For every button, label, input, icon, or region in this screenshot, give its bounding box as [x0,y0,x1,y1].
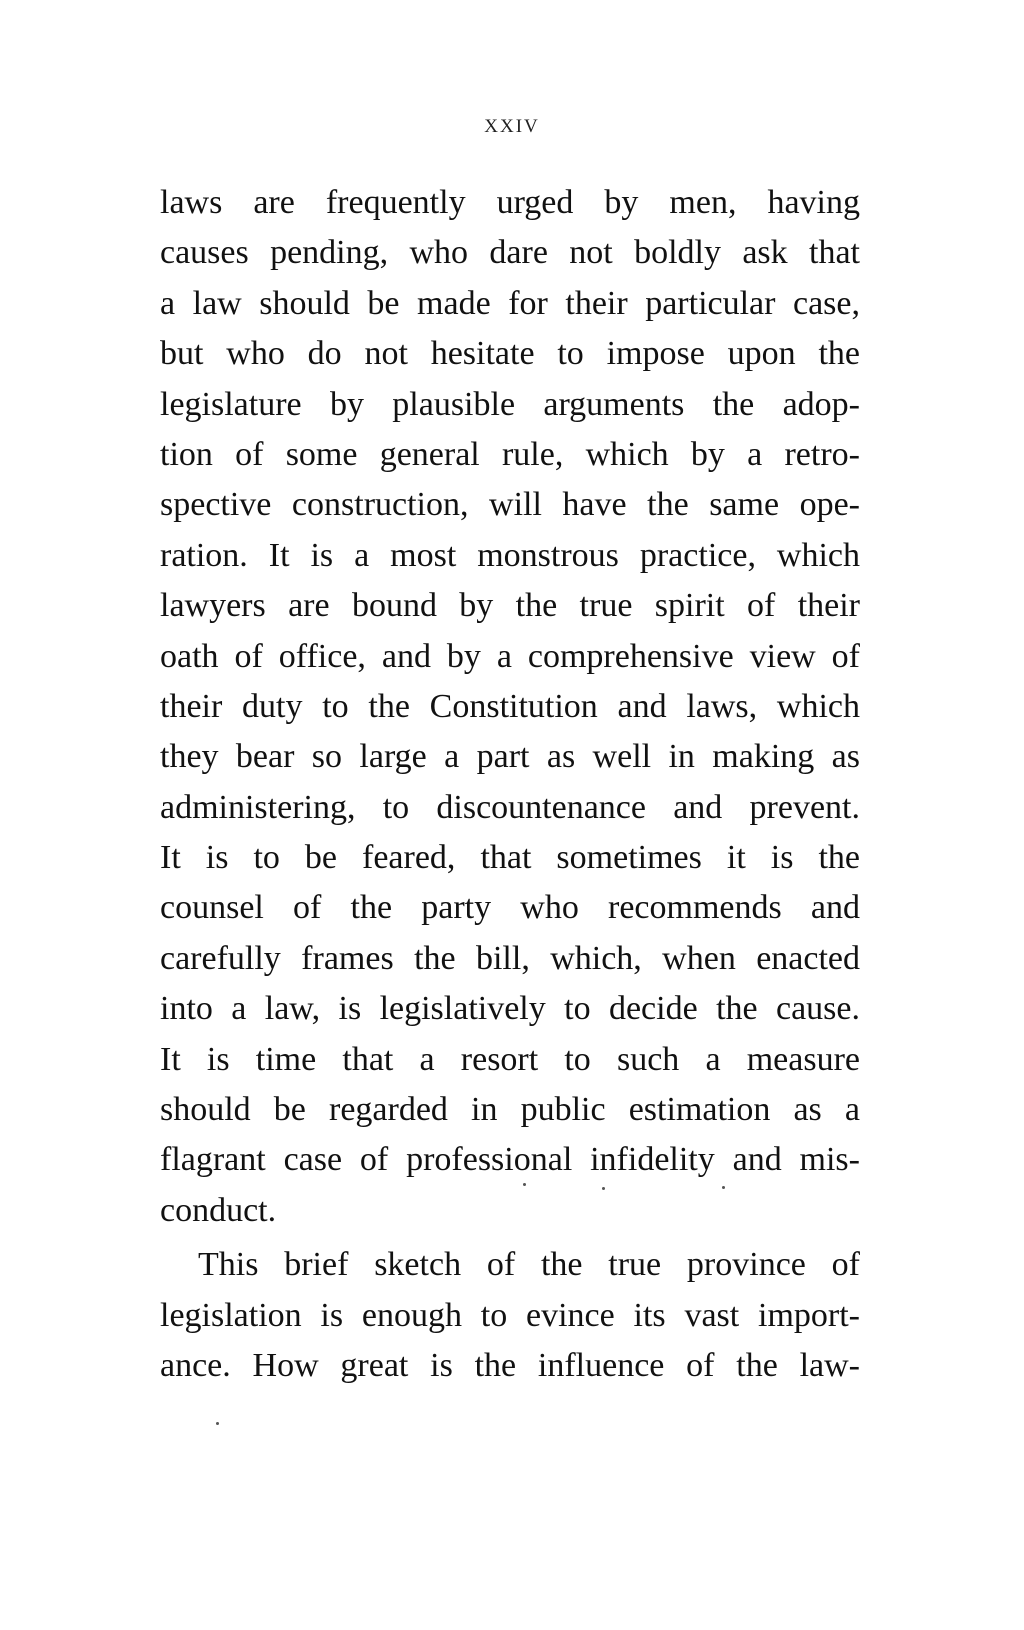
print-speck [523,1183,526,1186]
text-line: but who do not hesitate to impose upon the [160,335,860,373]
text-line: counsel of the party who recommends and [160,889,860,927]
text-line: their duty to the Constitution and laws, which [160,687,860,725]
text-line: administering, to discountenance and prevent. [160,788,860,826]
text-line: ration. It is a most monstrous practice, which [160,536,860,574]
text-line: legislation is enough to evince its vast import- [160,1296,860,1334]
text-line: legislature by plausible arguments the adop- [160,385,860,423]
text-line: should be regarded in public estimation as a [160,1091,860,1129]
text-line: spective construction, will have the same ope- [160,486,860,524]
text-line: It is to be feared, that sometimes it is the [160,839,860,877]
text-line: they bear so large a part as well in making as [160,738,860,776]
print-speck [722,1186,725,1189]
print-speck [216,1422,219,1425]
text-line: causes pending, who dare not boldly ask that [160,234,860,272]
paragraph-2 [160,1240,860,1391]
text-line: a law should be made for their particular case, [160,284,860,322]
body-text [160,178,860,1391]
text-line: flagrant case of professional infidelity and mis- [160,1141,860,1179]
text-line: lawyers are bound by the true spirit of their [160,587,860,625]
text-line: laws are frequently urged by men, having [160,184,860,221]
print-speck [602,1187,605,1190]
text-line: carefully frames the bill, which, when enacted [160,939,860,977]
text-line: It is time that a resort to such a measure [160,1040,860,1078]
text-line: This brief sketch of the true province of [198,1246,860,1284]
text-line: conduct. [160,1191,277,1229]
text-line: ance. How great is the influence of the law- [160,1346,860,1384]
paragraph-1 [160,178,860,1236]
text-line: into a law, is legislatively to decide the cause. [160,990,860,1028]
text-line: tion of some general rule, which by a retro- [160,435,860,473]
page-number: XXIV [484,116,540,137]
text-line: oath of office, and by a comprehensive view of [160,637,860,675]
